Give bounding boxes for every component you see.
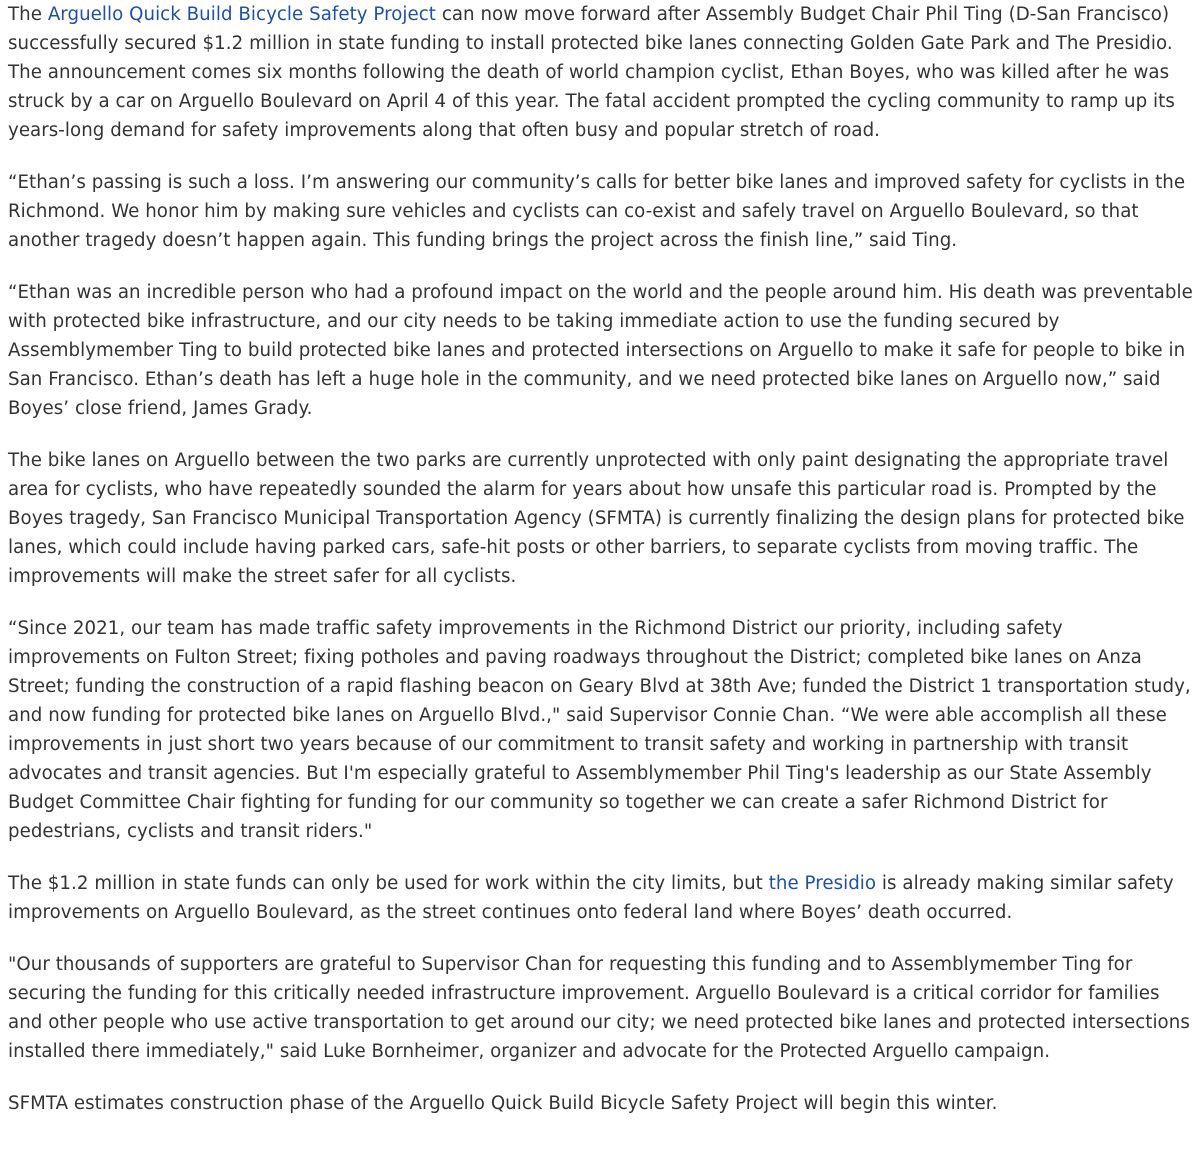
- paragraph-6-intro: The $1.2 million in state funds can only be used for work within the city limits, but: [8, 873, 769, 894]
- article-body: [8, 0, 1194, 1141]
- paragraph-1-intro: The: [8, 4, 48, 25]
- paragraph-1: [8, 0, 1194, 145]
- paragraph-8: SFMTA estimates construction phase of the Arguello Quick Build Bicycle Safety Project will begin this winter.: [8, 1093, 998, 1114]
- paragraph-7-bornheimer-quote: "Our thousands of supporters are grateful to Supervisor Chan for requesting this funding and to Assemblymember Ting for securing the funding for this critically needed infrastructure improvement. Arguello Boulevard is a critical corridor for families and other people who use active transportation to get around our city; we need protected bike lanes and protected intersections installed there immediately," said Luke Bornheimer, organizer and advocate for the Protected Arguello campaign.: [8, 954, 1190, 1062]
- paragraph-5-chan-quote: “Since 2021, our team has made traffic safety improvements in the Richmond District our priority, including safety improvements on Fulton Street; fixing potholes and paving roadways throughout the District; completed bike lanes on Anza Street; funding the construction of a rapid flashing beacon on Geary Blvd at 38th Ave; funded the District 1 transportation study, and now funding for protected bike lanes on Arguello Blvd.," said Supervisor Connie Chan. “We were able accomplish all these improvements in just short two years because of our commitment to transit safety and working in partnership with transit advocates and transit agencies. But I'm especially grateful to Assemblymember Phil Ting's leadership as our State Assembly Budget Committee Chair fighting for funding for our community so together we can create a safer Richmond District for pedestrians, cyclists and transit riders.": [8, 618, 1191, 842]
- paragraph-6-text: is already making similar safety improvements on Arguello Boulevard, as the street continues onto federal land where Boyes’ death occurred.: [8, 873, 1174, 923]
- paragraph-3-grady-quote: “Ethan was an incredible person who had a profound impact on the world and the people around him. His death was preventable with protected bike infrastructure, and our city needs to be taking immediate action to use the funding secured by Assemblymember Ting to build protected bike lanes and protected intersections on Arguello to make it safe for people to bike in San Francisco. Ethan’s death has left a huge hole in the community, and we need protected bike lanes on Arguello now,” said Boyes’ close friend, James Grady.: [8, 282, 1193, 419]
- paragraph-1-text: can now move forward after Assembly Budget Chair Phil Ting (D-San Francisco) successfully secured $1.2 million in state funding to install protected bike lanes connecting Golden Gate Park and The Presidio. The announcement comes six months following the death of world champion cyclist, Ethan Boyes, who was killed after he was struck by a car on Arguello Boulevard on April 4 of this year. The fatal accident prompted the cycling community to ramp up its years-long demand for safety improvements along that often busy and popular stretch of road.: [8, 4, 1175, 141]
- project-link[interactable]: Arguello Quick Build Bicycle Safety Project: [47, 4, 436, 25]
- paragraph-4: The bike lanes on Arguello between the two parks are currently unprotected with only paint designating the appropriate travel area for cyclists, who have repeatedly sounded the alarm for years about how unsafe this particular road is. Prompted by the Boyes tragedy, San Francisco Municipal Transportation Agency (SFMTA) is currently finalizing the design plans for protected bike lanes, which could include having parked cars, safe-hit posts or other barriers, to separate cyclists from moving traffic. The improvements will make the street safer for all cyclists.: [8, 450, 1185, 587]
- paragraph-2-ting-quote: “Ethan’s passing is such a loss. I’m answering our community’s calls for better bike lanes and improved safety for cyclists in the Richmond. We honor him by making sure vehicles and cyclists can co-exist and safely travel on Arguello Boulevard, so that another tragedy doesn’t happen again. This funding brings the project across the finish line,” said Ting.: [8, 172, 1186, 251]
- presidio-link[interactable]: the Presidio: [768, 873, 877, 894]
- paragraph-6: [8, 869, 1194, 927]
